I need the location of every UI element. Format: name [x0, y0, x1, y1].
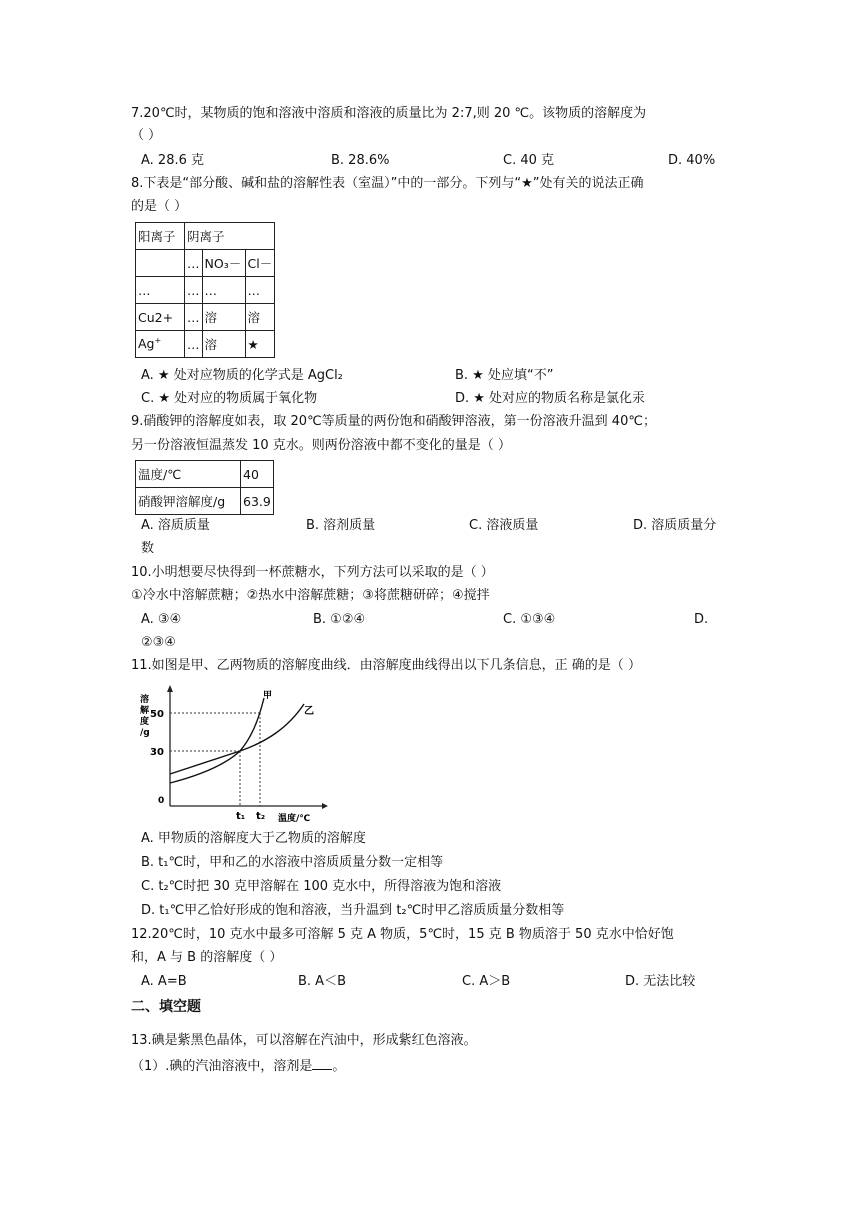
- q10-option-b: B. ①②④: [313, 612, 366, 627]
- table-cell: …: [202, 277, 245, 304]
- table-cell: 硝酸钾溶解度/g: [136, 488, 241, 515]
- answer-blank[interactable]: [312, 1055, 332, 1070]
- q13-sub1-text: （1）.碘的汽油溶液中，溶剂是: [131, 1059, 313, 1074]
- q10-stem-line1: 10.小明想要尽快得到一杯蔗糖水，下列方法可以采取的是（ ）: [131, 565, 494, 580]
- x-tick-t1: t₁: [236, 811, 246, 822]
- y-axis-label-4: /g: [140, 728, 150, 738]
- q13-sub1-end: 。: [332, 1059, 346, 1074]
- q11-stem-line1: 11.如图是甲、乙两物质的溶解度曲线．由溶解度曲线得出以下几条信息，正 确的是（ ）: [131, 658, 641, 673]
- table-row: [136, 223, 275, 250]
- q7-stem-line2: （ ）: [131, 128, 162, 143]
- solubility-curve-graph: [136, 682, 336, 827]
- q9-stem-line1: 9.硝酸钾的溶解度如表，取 20℃等质量的两份饱和硝酸钾溶液，第一份溶液升温到 40℃；: [131, 414, 656, 429]
- table-cell: ★: [245, 331, 275, 358]
- table-cell: NO₃－: [202, 250, 245, 277]
- y-axis-arrow: [167, 685, 173, 692]
- table-row: [136, 461, 274, 488]
- q8-option-a: A. ★ 处对应物质的化学式是 AgCl₂: [141, 368, 343, 383]
- table-row: [136, 488, 274, 515]
- q8-option-b: B. ★ 处应填“不”: [455, 368, 554, 383]
- q12-option-b: B. A＜B: [298, 974, 346, 989]
- q12-stem-line2: 和，A 与 B 的溶解度（ ）: [131, 950, 283, 965]
- q10-stem-line2: ①冷水中溶解蔗糖；②热水中溶解蔗糖；③将蔗糖研碎；④搅拌: [131, 588, 490, 603]
- table-cell: 阳离子: [136, 223, 185, 250]
- q9-option-d: D. 溶质质量分: [633, 518, 717, 533]
- q12-option-d: D. 无法比较: [625, 974, 696, 989]
- y-tick-30: 30: [150, 747, 164, 758]
- table-cell: 溶: [202, 304, 245, 331]
- table-row: [136, 304, 275, 331]
- table-cell: [136, 250, 185, 277]
- y-axis-label-2: 解: [140, 706, 150, 716]
- table-cell: Cl－: [245, 250, 275, 277]
- table-cell: …: [185, 304, 203, 331]
- table-cell: …: [185, 250, 203, 277]
- section-heading: 二、填空题: [131, 999, 201, 1015]
- ion-label: Ag: [138, 336, 155, 352]
- table-cell: …: [136, 277, 185, 304]
- q7-option-d: D. 40%: [668, 153, 716, 168]
- table-cell: 40: [241, 461, 274, 488]
- q9-stem-line2: 另一份溶液恒温蒸发 10 克水。则两份溶液中都不变化的量是（ ）: [131, 438, 511, 453]
- x-axis-label: 温度/℃: [278, 814, 311, 824]
- curve-jia: [170, 698, 264, 783]
- table-row: [136, 250, 275, 277]
- table-cell: 温度/℃: [136, 461, 241, 488]
- q10-option-c: C. ①③④: [503, 612, 556, 627]
- q7-option-c: C. 40 克: [503, 153, 555, 168]
- q10-option-a: A. ③④: [141, 612, 182, 627]
- q12-stem-line1: 12.20℃时，10 克水中最多可溶解 5 克 A 物质，5℃时，15 克 B 物质溶于 50 克水中恰好饱: [131, 927, 674, 942]
- curve-yi: [170, 704, 304, 774]
- table-cell: 溶: [245, 304, 275, 331]
- ion-charge: +: [154, 336, 162, 346]
- q8-option-c: C. ★ 处对应的物质属于氧化物: [141, 391, 318, 406]
- q13-stem-line1: 13.碘是紫黑色晶体，可以溶解在汽油中，形成紫红色溶液。: [131, 1033, 477, 1048]
- curve-label-jia: 甲: [263, 691, 273, 701]
- table-row: [136, 331, 275, 358]
- y-axis-label-3: 度: [140, 717, 150, 727]
- table-row: [136, 277, 275, 304]
- q13-sub1: [131, 1055, 345, 1077]
- q8-stem-line1: 8.下表是“部分酸、碱和盐的溶解性表（室温）”中的一部分。下列与“★”处有关的说法正确: [131, 176, 644, 191]
- q8-option-d: D. ★ 处对应的物质名称是氯化汞: [455, 391, 646, 406]
- curve-label-yi: 乙: [304, 706, 314, 717]
- table-cell: Cu2+: [136, 304, 185, 331]
- x-tick-t2: t₂: [256, 811, 266, 822]
- table-cell: 63.9: [241, 488, 274, 515]
- origin-label: 0: [158, 796, 165, 806]
- q10-option-d-wrap: ②③④: [141, 635, 176, 650]
- y-tick-50: 50: [150, 709, 164, 720]
- q9-option-a: A. 溶质质量: [141, 518, 210, 533]
- q12-option-c: C. A＞B: [462, 974, 511, 989]
- q11-option-a: A. 甲物质的溶解度大于乙物质的溶解度: [141, 831, 366, 846]
- x-axis-arrow: [322, 803, 328, 809]
- q9-solubility-table: [135, 460, 274, 515]
- q9-option-d-wrap: 数: [141, 541, 155, 556]
- q9-option-b: B. 溶剂质量: [306, 518, 376, 533]
- table-cell: …: [185, 331, 203, 358]
- q7-option-b: B. 28.6%: [331, 153, 390, 168]
- table-cell: [136, 331, 185, 358]
- q11-option-c: C. t₂℃时把 30 克甲溶解在 100 克水中，所得溶液为饱和溶液: [141, 879, 502, 894]
- q11-option-b: B. t₁℃时，甲和乙的水溶液中溶质质量分数一定相等: [141, 855, 444, 870]
- table-cell: …: [245, 277, 275, 304]
- y-axis-label-1: 溶: [140, 695, 150, 705]
- q11-option-d: D. t₁℃甲乙恰好形成的饱和溶液，当升温到 t₂℃时甲乙溶质质量分数相等: [141, 903, 565, 918]
- table-cell: 阴离子: [185, 223, 275, 250]
- q7-option-a: A. 28.6 克: [141, 153, 205, 168]
- q10-option-d: D.: [694, 612, 709, 627]
- q8-stem-line2: 的是（ ）: [131, 199, 188, 214]
- table-cell: 溶: [202, 331, 245, 358]
- q9-option-c: C. 溶液质量: [469, 518, 539, 533]
- q8-solubility-table: [135, 222, 275, 358]
- table-cell: …: [185, 277, 203, 304]
- q12-option-a: A. A=B: [141, 974, 187, 989]
- q7-stem-line1: 7.20℃时，某物质的饱和溶液中溶质和溶液的质量比为 2:7,则 20 ℃。该物质的溶解度为: [131, 106, 647, 121]
